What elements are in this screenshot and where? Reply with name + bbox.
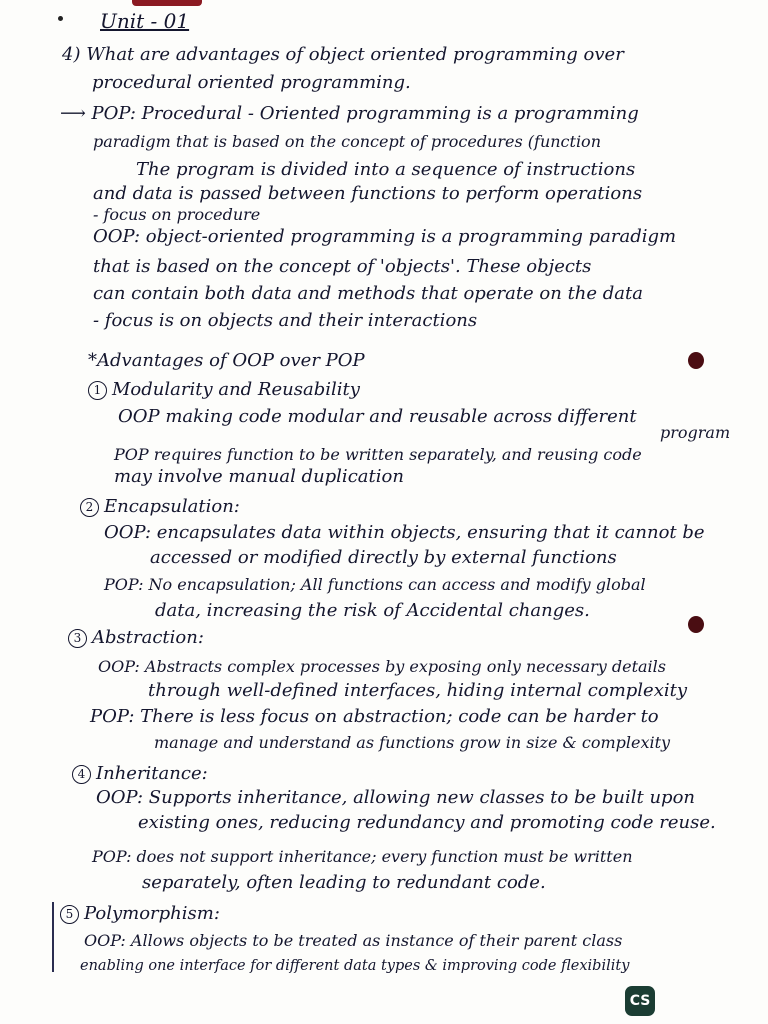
section-2-line-2: accessed or modified directly by external functions	[150, 547, 617, 568]
intro-line-7: that is based on the concept of 'objects'. These objects	[93, 256, 592, 277]
section-4-line-2: existing ones, reducing redundancy and promoting code reuse.	[138, 812, 716, 833]
number-badge: 2	[80, 498, 99, 517]
section-1-line-4: may involve manual duplication	[114, 466, 404, 487]
section-5-line-1: OOP: Allows objects to be treated as instance of their parent class	[84, 931, 623, 950]
ink-blot	[688, 616, 704, 633]
arrow-icon: ⟶	[60, 103, 86, 124]
intro-line-3: The program is divided into a sequence of instructions	[136, 159, 636, 180]
question-line-1: 4) What are advantages of object oriented programming over	[62, 44, 624, 65]
number-badge: 5	[60, 905, 79, 924]
advantages-title: *Advantages of OOP over POP	[88, 350, 365, 371]
section-3-line-2: through well-defined interfaces, hiding internal complexity	[148, 680, 688, 701]
section-3-title: 3 Abstraction:	[68, 627, 204, 649]
intro-line-8: can contain both data and methods that operate on the data	[93, 283, 643, 304]
section-3-line-3: POP: There is less focus on abstraction; code can be harder to	[90, 706, 659, 727]
section-2-line-4: data, increasing the risk of Accidental changes.	[155, 600, 590, 621]
section-2-title: 2 Encapsulation:	[80, 496, 240, 518]
section-3-line-4: manage and understand as functions grow in size & complexity	[154, 733, 671, 752]
section-4-line-3: POP: does not support inheritance; every function must be written	[92, 847, 633, 866]
number-badge: 3	[68, 629, 87, 648]
section-1-line-2: program	[660, 423, 731, 442]
section-2-line-3: POP: No encapsulation; All functions can access and modify global	[104, 575, 646, 594]
intro-line-1: ⟶ POP: Procedural - Oriented programming is a programming	[60, 103, 639, 124]
section-5-title: 5 Polymorphism:	[60, 903, 220, 925]
intro-line-9: - focus is on objects and their interactions	[93, 310, 478, 331]
section-4-line-1: OOP: Supports inheritance, allowing new classes to be built upon	[96, 787, 695, 808]
section-4-line-4: separately, often leading to redundant code.	[142, 872, 546, 893]
number-badge: 4	[72, 765, 91, 784]
intro-line-2: paradigm that is based on the concept of procedures (function	[93, 132, 601, 151]
intro-line-4: and data is passed between functions to perform operations	[93, 183, 643, 204]
question-line-2: procedural oriented programming.	[92, 72, 411, 93]
section-1-line-3: POP requires function to be written separately, and reusing code	[114, 445, 642, 464]
camscanner-logo: CS	[625, 986, 655, 1016]
section-1-line-1: OOP making code modular and reusable across different	[118, 406, 637, 427]
section-4-title: 4 Inheritance:	[72, 763, 208, 785]
ink-blot	[688, 352, 704, 369]
red-tab-mark	[132, 0, 202, 6]
section-1-title: 1 Modularity and Reusability	[88, 379, 360, 401]
intro-line-6: OOP: object-oriented programming is a programming paradigm	[93, 226, 677, 247]
section-3-line-1: OOP: Abstracts complex processes by exposing only necessary details	[98, 657, 666, 676]
question-marker: 4)	[62, 44, 81, 65]
intro-line-5: - focus on procedure	[93, 205, 261, 224]
unit-heading: Unit - 01	[100, 9, 190, 33]
margin-line	[52, 902, 54, 972]
section-2-line-1: OOP: encapsulates data within objects, ensuring that it cannot be	[104, 522, 705, 543]
section-5-line-2: enabling one interface for different data types & improving code flexibility	[80, 958, 630, 974]
bullet-dot	[58, 16, 63, 21]
number-badge: 1	[88, 381, 107, 400]
